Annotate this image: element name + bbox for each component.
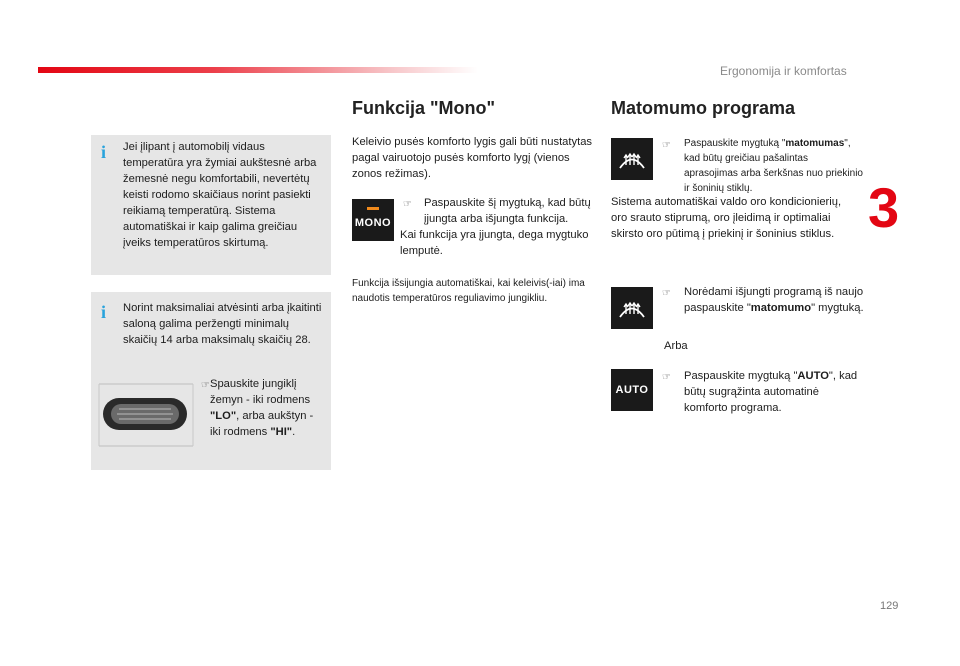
info-box-extremes — [91, 292, 331, 470]
visibility-step2-bold: matomumo — [750, 302, 812, 314]
mono-button[interactable] — [352, 199, 394, 241]
header-accent-bar — [38, 67, 478, 73]
visibility-step3-post: ", kad būtų sugrąžinta automatinė komforto programa. — [684, 370, 858, 414]
visibility-title: Matomumo programa — [611, 98, 796, 118]
knob-lo-value: "LO" — [210, 410, 237, 422]
auto-button-label: AUTO — [615, 384, 649, 396]
visibility-step2 — [684, 284, 864, 316]
knob-hi-value: "HI" — [270, 426, 293, 438]
bullet-arrow-icon: ☞ — [403, 199, 412, 210]
visibility-description: Sistema automatiškai valdo oro kondicionierių, oro srauto stiprumą, oro įleidimą ir optimaliai skirsto oro pūtimą į priekinį ir šoninius stiklus. — [611, 196, 842, 240]
page-number: 129 — [880, 600, 899, 612]
bullet-arrow-icon: ☞ — [662, 288, 671, 299]
knob-text-end: . — [292, 426, 296, 438]
chapter-number: 3 — [868, 176, 900, 239]
info-text-temperature: Jei įlipant į automobilį vidaus temperatūra yra žymiai aukštesnė arba žemesnė negu komfortabili, nevertėtų keisti rodomo skaičiaus norint pasiekti reikiamą temperatūrą. Sistema automatiškai ir kaip galima greičiau įveiks temperatūros skirtumą. — [123, 141, 317, 249]
mono-step1-note: Kai funkcija yra įjungta, dega mygtuko lemputė. — [400, 229, 589, 257]
bullet-arrow-icon: ☞ — [662, 140, 671, 151]
visibility-button-off[interactable] — [611, 287, 653, 329]
visibility-step1-post: ", kad būtų greičiau pašalintas aprasojimas arba šerkšnas nuo priekinio ir šoninių stiklų. — [684, 138, 863, 194]
visibility-step3 — [684, 368, 864, 416]
visibility-step2-post: " mygtuką. — [811, 302, 864, 314]
visibility-step1-pre: Paspauskite mygtuką " — [684, 138, 786, 149]
bullet-arrow-icon: ☞ — [201, 380, 210, 391]
mono-button-label: MONO — [354, 217, 392, 229]
section-title: Ergonomija ir komfortas — [720, 64, 847, 78]
visibility-button[interactable] — [611, 138, 653, 180]
visibility-or: Arba — [664, 340, 688, 352]
mono-intro: Keleivio pusės komforto lygis gali būti nustatytas pagal vairuotojo pusės komforto lygį (vienos zonos režimas). — [352, 136, 593, 180]
info-box-temperature — [91, 135, 331, 275]
visibility-step3-pre: Paspauskite mygtuką " — [684, 370, 798, 382]
bullet-arrow-icon: ☞ — [662, 372, 671, 383]
auto-button[interactable] — [611, 369, 653, 411]
info-icon: i — [101, 302, 107, 322]
windshield-defrost-icon — [617, 147, 647, 171]
mono-step1: Paspauskite šį mygtuką, kad būtų įjungta arba išjungta funkcija. — [424, 197, 591, 225]
visibility-step2-pre: Norėdami išjungti programą iš naujo paspauskite " — [684, 286, 864, 314]
visibility-step1 — [684, 136, 864, 196]
windshield-defrost-icon — [617, 296, 647, 320]
mono-indicator-light — [367, 207, 379, 210]
info-icon: i — [101, 142, 107, 162]
temperature-knob-illustration — [97, 376, 197, 454]
visibility-step1-bold: matomumas — [785, 138, 845, 149]
info-text-extremes: Norint maksimaliai atvėsinti arba įkaitinti saloną galima peržengti minimalų skaičių 14 arba maksimalų skaičių 28. — [123, 302, 322, 346]
knob-text-pre: Spauskite jungiklį žemyn - iki rodmens — [210, 378, 311, 406]
knob-text-mid: , arba aukštyn - iki rodmens — [210, 410, 314, 438]
visibility-step3-bold: AUTO — [797, 370, 829, 382]
mono-footer: Funkcija išsijungia automatiškai, kai keleivis(-iai) ima naudotis temperatūros reguliavimo jungikliu. — [352, 278, 585, 304]
knob-instruction — [210, 376, 322, 440]
mono-title: Funkcija "Mono" — [352, 98, 496, 118]
